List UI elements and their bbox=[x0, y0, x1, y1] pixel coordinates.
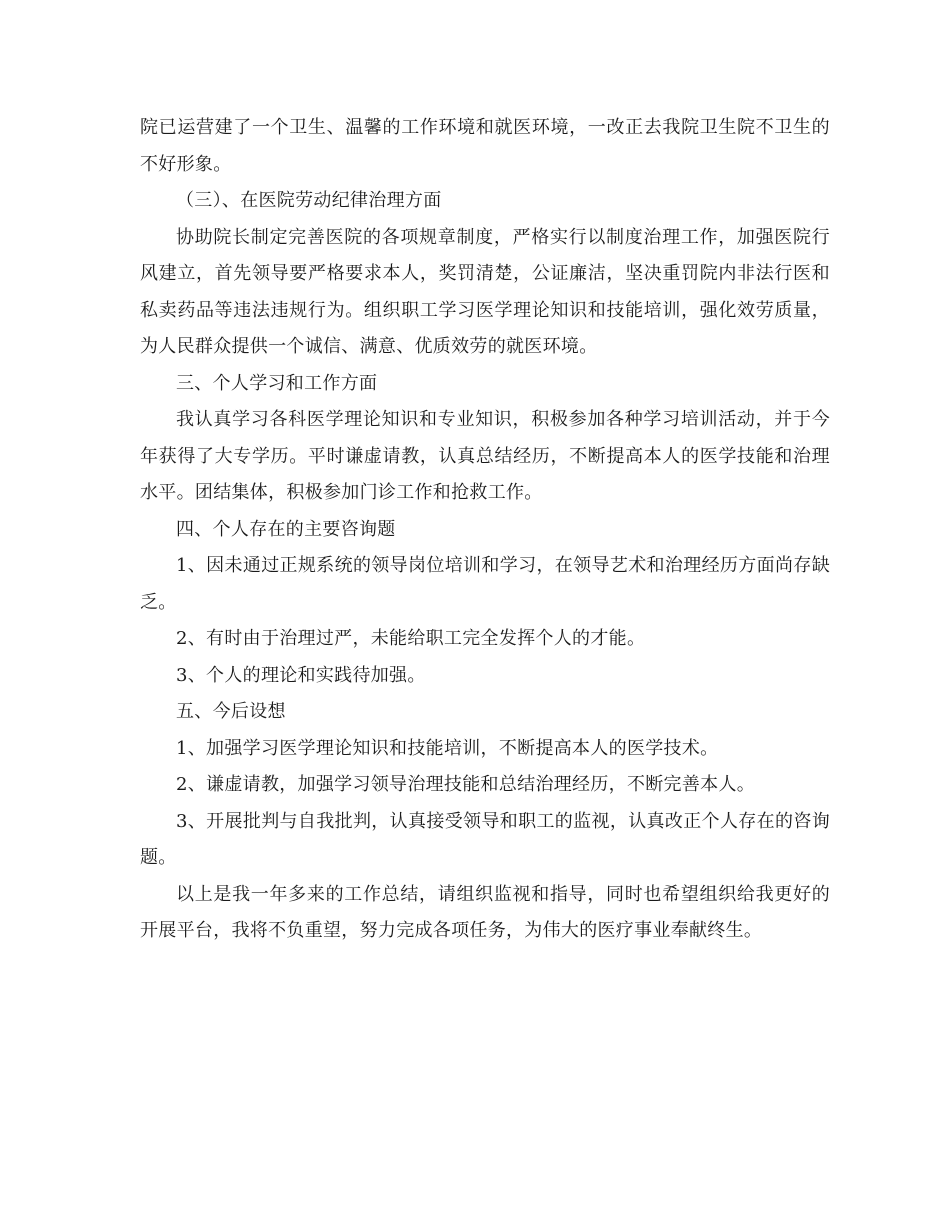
heading-labor-discipline: （三）、在医院劳动纪律治理方面 bbox=[176, 190, 442, 211]
document-body bbox=[140, 110, 830, 950]
list-item-problem-2: 2、有时由于治理过严，未能给职工完全发挥个人的才能。 bbox=[176, 628, 646, 649]
paragraph-intro-continued: 院已运营建了一个卫生、温馨的工作环境和就医环境，一改正去我院卫生院不卫生的不好形象。 bbox=[140, 117, 830, 175]
list-item-plan-1: 1、加强学习医学理论知识和技能培训，不断提高本人的医学技术。 bbox=[176, 737, 719, 759]
heading-main-problems: 四、个人存在的主要咨询题 bbox=[176, 518, 396, 540]
paragraph-personal-study: 我认真学习各科医学理论知识和专业知识，积极参加各种学习培训活动，并于今年获得了大专学历。平时谦虚请教，认真总结经历，不断提高本人的医学技能和治理水平。团结集体，积极参加门诊工作和抢救工作。 bbox=[140, 409, 830, 503]
list-item-plan-2: 2、谦虚请教，加强学习领导治理技能和总结治理经历，不断完善本人。 bbox=[176, 774, 756, 795]
paragraph-labor-discipline: 协助院长制定完善医院的各项规章制度，严格实行以制度治理工作，加强医院行风建立，首先领导要严格要求本人，奖罚清楚，公证廉洁，坚决重罚院内非法行医和私卖药品等违法违规行为。组织职工学习医学理论知识和技能培训，强化效劳质量，为人民群众提供一个诚信、满意、优质效劳的就医环境。 bbox=[140, 226, 830, 357]
list-item-plan-3: 3、开展批判与自我批判，认真接受领导和职工的监视，认真改正个人存在的咨询题。 bbox=[140, 810, 830, 868]
list-item-problem-1: 1、因未通过正规系统的领导岗位培训和学习，在领导艺术和治理经历方面尚存缺乏。 bbox=[140, 555, 830, 613]
heading-personal-study: 三、个人学习和工作方面 bbox=[176, 372, 378, 394]
list-item-problem-3: 3、个人的理论和实践待加强。 bbox=[176, 664, 426, 686]
heading-future-plans: 五、今后设想 bbox=[176, 701, 286, 722]
paragraph-conclusion: 以上是我一年多来的工作总结，请组织监视和指导，同时也希望组织给我更好的开展平台，我将不负重望，努力完成各项任务，为伟大的医疗事业奉献终生。 bbox=[140, 883, 830, 941]
